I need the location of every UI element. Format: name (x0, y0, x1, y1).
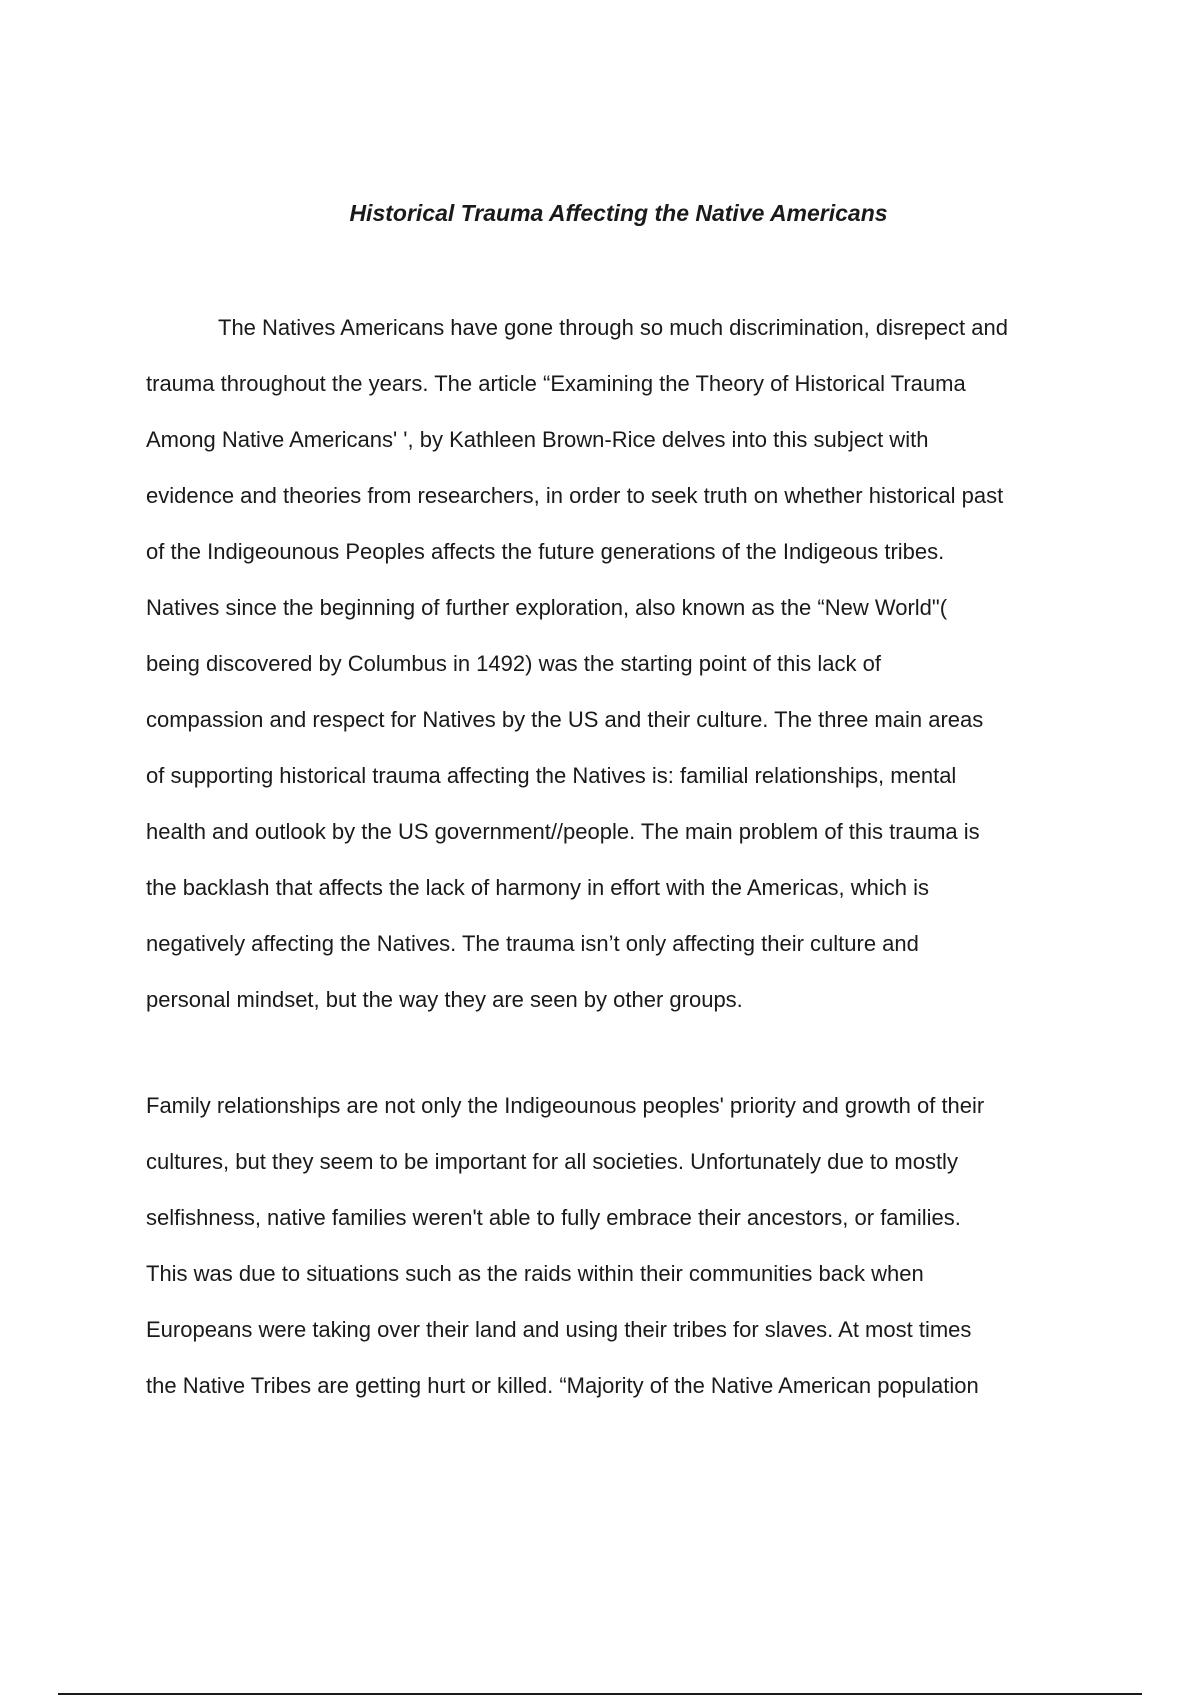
paragraph-line: Europeans were taking over their land and using their tribes for slaves. At most times (146, 1317, 972, 1342)
paragraph-line: This was due to situations such as the raids within their communities back when (146, 1261, 924, 1286)
paragraph-line: Family relationships are not only the Indigeounous peoples' priority and growth of their (146, 1093, 985, 1118)
document-title: Historical Trauma Affecting the Native Americans (349, 200, 888, 226)
paragraph-line: The Natives Americans have gone through so much discrimination, disrepect and (218, 315, 1008, 340)
paragraph-line: evidence and theories from researchers, in order to seek truth on whether historical past (146, 483, 1004, 508)
paragraph-1 (146, 300, 1106, 1028)
paragraph-line: being discovered by Columbus in 1492) was the starting point of this lack of (146, 651, 881, 676)
paragraph-line: personal mindset, but the way they are seen by other groups. (146, 987, 743, 1012)
paragraph-line: negatively affecting the Natives. The trauma isn’t only affecting their culture and (146, 931, 919, 956)
paragraph-line: Natives since the beginning of further exploration, also known as the “New World"( (146, 595, 948, 620)
page-divider (58, 1693, 1142, 1695)
paragraph-line: the Native Tribes are getting hurt or killed. “Majority of the Native American population (146, 1373, 979, 1398)
paragraph-line: compassion and respect for Natives by the US and their culture. The three main areas (146, 707, 984, 732)
paragraph-line: health and outlook by the US government//people. The main problem of this trauma is (146, 819, 980, 844)
paragraph-line: the backlash that affects the lack of harmony in effort with the Americas, which is (146, 875, 930, 900)
paragraph-line: trauma throughout the years. The article “Examining the Theory of Historical Trauma (146, 371, 966, 396)
paragraph-2 (146, 1078, 1106, 1414)
paragraph-line: Among Native Americans' ', by Kathleen Brown-Rice delves into this subject with (146, 427, 929, 452)
paragraph-line: of the Indigeounous Peoples affects the future generations of the Indigeous tribes. (146, 539, 945, 564)
paragraph-line: cultures, but they seem to be important for all societies. Unfortunately due to mostly (146, 1149, 958, 1174)
paragraph-line: of supporting historical trauma affecting the Natives is: familial relationships, mental (146, 763, 957, 788)
paragraph-line: selfishness, native families weren't able to fully embrace their ancestors, or families. (146, 1205, 961, 1230)
